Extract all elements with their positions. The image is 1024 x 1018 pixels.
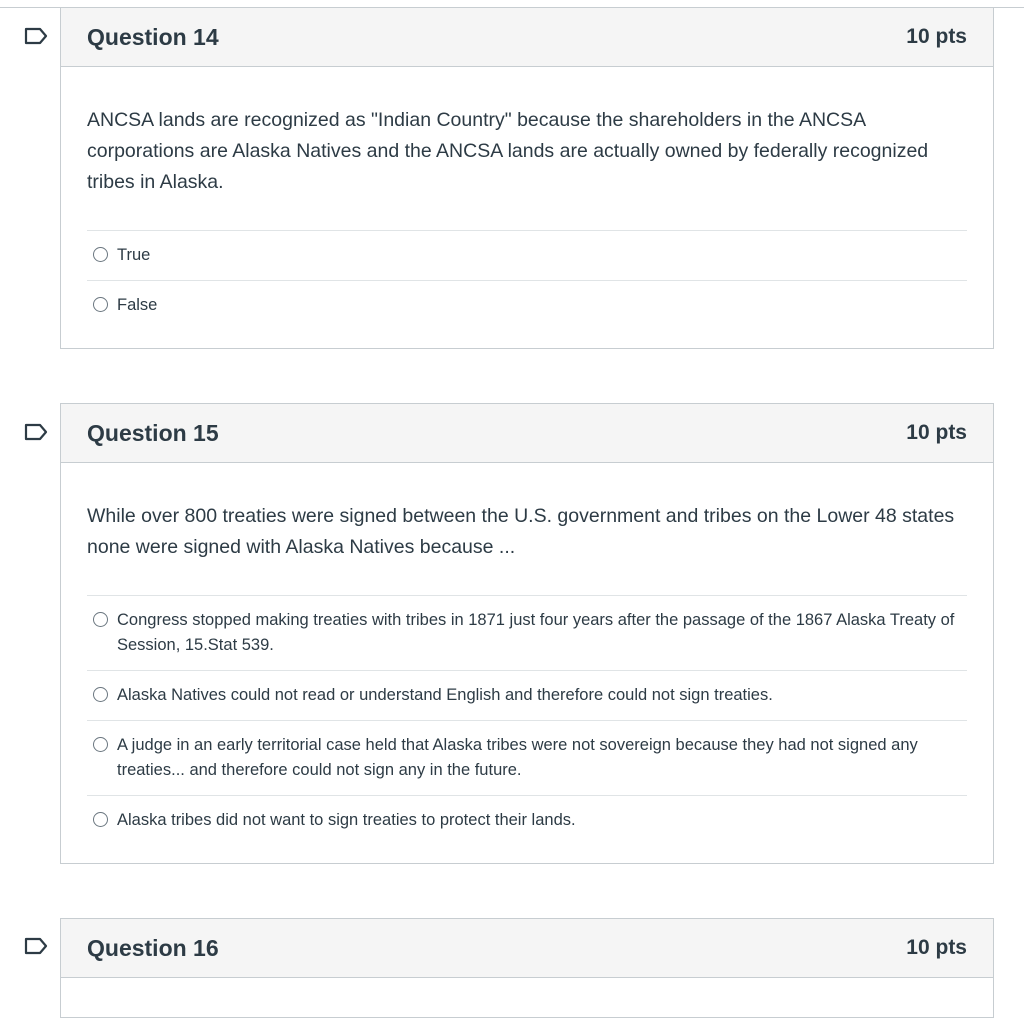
- radio-unselected-icon[interactable]: [93, 687, 108, 702]
- question-header: [61, 8, 993, 67]
- question-title: Question 16: [87, 934, 219, 961]
- answer-label: False: [117, 296, 158, 314]
- answer-label: A judge in an early territorial case held that Alaska tribes were not sovereign because they had not signed any treaties... and therefore could not sign any in the future.: [117, 736, 918, 779]
- question-14: [60, 7, 994, 349]
- flag-question-icon[interactable]: [24, 27, 48, 45]
- answer-option[interactable]: [87, 231, 967, 281]
- question-header: [61, 919, 993, 978]
- radio-unselected-icon[interactable]: [93, 737, 108, 752]
- answer-option[interactable]: [87, 721, 967, 796]
- question-text: ANCSA lands are recognized as "Indian Country" because the shareholders in the ANCSA corporations are Alaska Natives and the ANCSA lands are actually owned by federally recognized tribes in Alaska.: [87, 109, 929, 193]
- question-text: While over 800 treaties were signed between the U.S. government and tribes on the Lower 48 states none were signed with Alaska Natives because ...: [87, 505, 955, 558]
- answer-option[interactable]: [87, 281, 967, 330]
- flag-question-icon[interactable]: [24, 937, 48, 955]
- answer-label: Congress stopped making treaties with tribes in 1871 just four years after the passage of the 1867 Alaska Treaty of Session, 15.Stat 539.: [117, 611, 955, 654]
- question-body: [61, 463, 993, 845]
- question-points: 10 pts: [906, 936, 967, 959]
- answer-list: [87, 595, 967, 845]
- flag-question-icon[interactable]: [24, 423, 48, 441]
- radio-unselected-icon[interactable]: [93, 612, 108, 627]
- answer-label: Alaska Natives could not read or understand English and therefore could not sign treaties.: [117, 686, 773, 704]
- radio-unselected-icon[interactable]: [93, 247, 108, 262]
- question-header: [61, 404, 993, 463]
- answer-option[interactable]: [87, 796, 967, 845]
- question-body: [61, 67, 993, 330]
- question-15: [60, 403, 994, 864]
- question-points: 10 pts: [906, 421, 967, 444]
- question-title: Question 14: [87, 23, 219, 50]
- answer-label: True: [117, 246, 151, 264]
- question-16: [60, 918, 994, 1018]
- question-points: 10 pts: [906, 25, 967, 48]
- radio-unselected-icon[interactable]: [93, 297, 108, 312]
- question-title: Question 15: [87, 419, 219, 446]
- answer-option[interactable]: [87, 671, 967, 721]
- radio-unselected-icon[interactable]: [93, 812, 108, 827]
- answer-option[interactable]: [87, 596, 967, 671]
- answer-label: Alaska tribes did not want to sign treaties to protect their lands.: [117, 811, 576, 829]
- answer-list: [87, 230, 967, 330]
